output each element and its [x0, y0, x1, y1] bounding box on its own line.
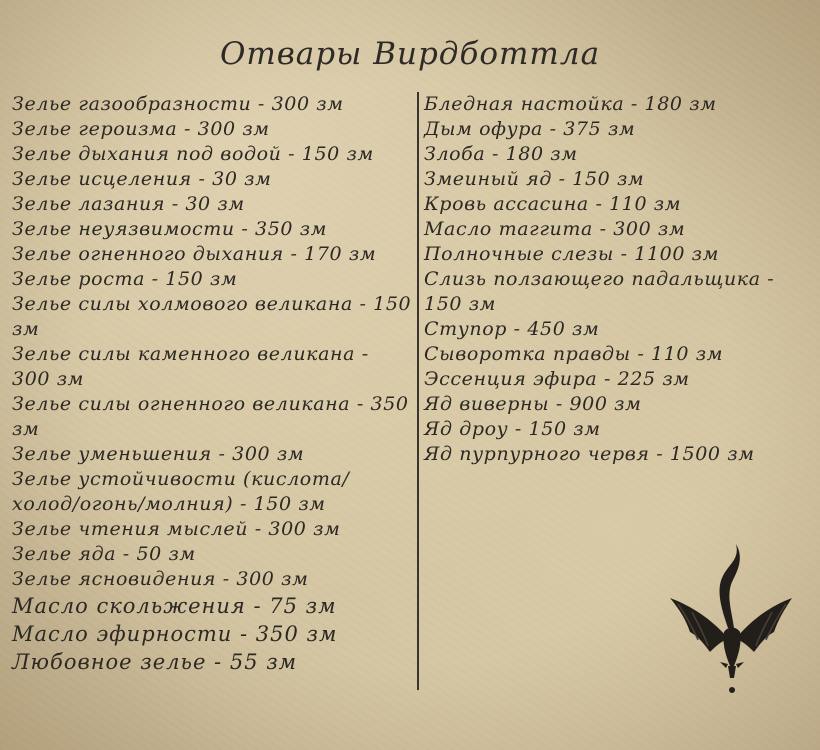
list-item: Зелье газообразности - 300 зм — [12, 93, 344, 115]
list-item: Масло таггита - 300 зм — [424, 218, 686, 240]
list-item: Сыворотка правды - 110 зм — [424, 343, 724, 365]
list-item: Зелье уменьшения - 300 зм — [12, 443, 305, 465]
list-item: Яд виверны - 900 зм — [424, 393, 642, 415]
list-item: Полночные слезы - 1100 зм — [424, 243, 719, 265]
list-item: Зелье устойчивости (кислота/холод/огонь/молния) - 150 зм — [12, 468, 350, 515]
list-item: Яд дроу - 150 зм — [424, 418, 601, 440]
list-item: Бледная настойка - 180 зм — [424, 93, 717, 115]
list-item: Зелье силы огненного великана - 350 зм — [12, 393, 409, 440]
list-item: Злоба - 180 зм — [424, 143, 578, 165]
left-potion-list — [12, 92, 412, 676]
list-item: Зелье роста - 150 зм — [12, 268, 238, 290]
list-item: Зелье исцеления - 30 зм — [12, 168, 272, 190]
dragon-emblem-icon — [662, 540, 802, 700]
page-title: Отвары Вирдботтла — [219, 36, 601, 72]
right-potion-list — [424, 92, 809, 467]
list-item: Зелье лазания - 30 зм — [12, 193, 245, 215]
list-item: Слизь ползающего падальщика - 150 зм — [424, 268, 775, 315]
list-item: Любовное зелье - 55 зм — [12, 650, 298, 674]
list-item: Зелье неуязвимости - 350 зм — [12, 218, 328, 240]
list-item: Эссенция эфира - 225 зм — [424, 368, 690, 390]
list-item: Зелье героизма - 300 зм — [12, 118, 270, 140]
list-item: Зелье дыхания под водой - 150 зм — [12, 143, 374, 165]
list-item: Яд пурпурного червя - 1500 зм — [424, 443, 755, 465]
column-divider — [417, 92, 419, 690]
list-item: Зелье чтения мыслей - 300 зм — [12, 518, 341, 540]
list-item: Дым офура - 375 зм — [424, 118, 636, 140]
list-item: Масло эфирности - 350 зм — [12, 622, 338, 646]
list-item: Ступор - 450 зм — [424, 318, 600, 340]
list-item: Зелье силы каменного великана - 300 зм — [12, 343, 369, 390]
list-item: Зелье ясновидения - 300 зм — [12, 568, 309, 590]
list-item: Масло скольжения - 75 зм — [12, 594, 337, 618]
list-item: Зелье яда - 50 зм — [12, 543, 196, 565]
list-item: Зелье огненного дыхания - 170 зм — [12, 243, 377, 265]
list-item: Кровь ассасина - 110 зм — [424, 193, 682, 215]
list-item: Зелье силы холмового великана - 150 зм — [12, 293, 412, 340]
list-item: Змеиный яд - 150 зм — [424, 168, 645, 190]
